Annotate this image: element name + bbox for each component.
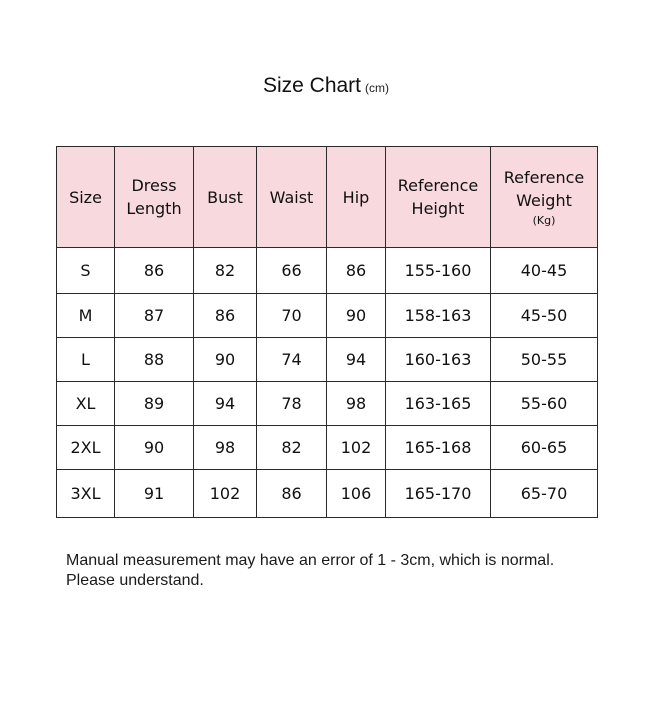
cell-reference-weight: 60-65 [491,426,598,470]
title-text: Size Chart [262,74,362,97]
cell-dress-length: 86 [115,248,194,294]
note-line-2: Please understand. [66,572,204,589]
table-row [57,470,598,518]
cell-bust: 102 [194,470,257,518]
header-bust-label: Bust [207,187,243,207]
cell-bust: 90 [194,338,257,382]
cell-dress-length: 87 [115,294,194,338]
cell-bust: 94 [194,382,257,426]
size-chart-table [56,146,598,518]
cell-reference-height: 160-163 [386,338,491,382]
cell-hip: 90 [327,294,386,338]
cell-size: M [57,294,115,338]
cell-reference-height: 155-160 [386,248,491,294]
table-row [57,338,598,382]
header-dress-length-line2: Length [126,199,182,218]
header-hip-label: Hip [342,187,370,207]
cell-bust: 86 [194,294,257,338]
cell-size: 3XL [57,470,115,518]
header-bust [194,147,257,248]
table-row [57,426,598,470]
cell-hip: 86 [327,248,386,294]
header-reference-height-line2: Height [411,199,465,218]
cell-dress-length: 89 [115,382,194,426]
header-reference-weight-line1: Reference [503,168,585,187]
measurement-note [66,551,626,591]
table-row [57,248,598,294]
header-reference-weight-unit: (Kg) [532,214,556,227]
header-row [57,147,598,248]
cell-reference-weight: 45-50 [491,294,598,338]
page-title [0,74,652,98]
cell-size: L [57,338,115,382]
cell-reference-weight: 65-70 [491,470,598,518]
cell-dress-length: 91 [115,470,194,518]
cell-waist: 70 [257,294,327,338]
cell-size: XL [57,382,115,426]
header-dress-length-line1: Dress [131,176,177,195]
cell-bust: 82 [194,248,257,294]
header-reference-height-line1: Reference [397,176,479,195]
cell-hip: 94 [327,338,386,382]
note-line-1: Manual measurement may have an error of 1 - 3cm, which is normal. [66,552,555,569]
header-waist [257,147,327,248]
cell-size: 2XL [57,426,115,470]
cell-waist: 74 [257,338,327,382]
cell-waist: 78 [257,382,327,426]
cell-waist: 86 [257,470,327,518]
cell-waist: 66 [257,248,327,294]
header-reference-weight [491,147,598,248]
table-row [57,294,598,338]
cell-hip: 102 [327,426,386,470]
cell-dress-length: 88 [115,338,194,382]
header-reference-height [386,147,491,248]
table-row [57,382,598,426]
cell-reference-weight: 55-60 [491,382,598,426]
cell-reference-weight: 40-45 [491,248,598,294]
cell-waist: 82 [257,426,327,470]
cell-reference-height: 163-165 [386,382,491,426]
cell-bust: 98 [194,426,257,470]
header-size [57,147,115,248]
cell-hip: 106 [327,470,386,518]
cell-reference-height: 158-163 [386,294,491,338]
title-unit: (cm) [365,81,390,95]
header-reference-weight-line2: Weight [516,191,572,210]
cell-hip: 98 [327,382,386,426]
cell-dress-length: 90 [115,426,194,470]
cell-size: S [57,248,115,294]
cell-reference-height: 165-170 [386,470,491,518]
header-hip [327,147,386,248]
header-dress-length [115,147,194,248]
cell-reference-height: 165-168 [386,426,491,470]
header-size-label: Size [69,187,102,207]
cell-reference-weight: 50-55 [491,338,598,382]
header-waist-label: Waist [269,187,314,207]
